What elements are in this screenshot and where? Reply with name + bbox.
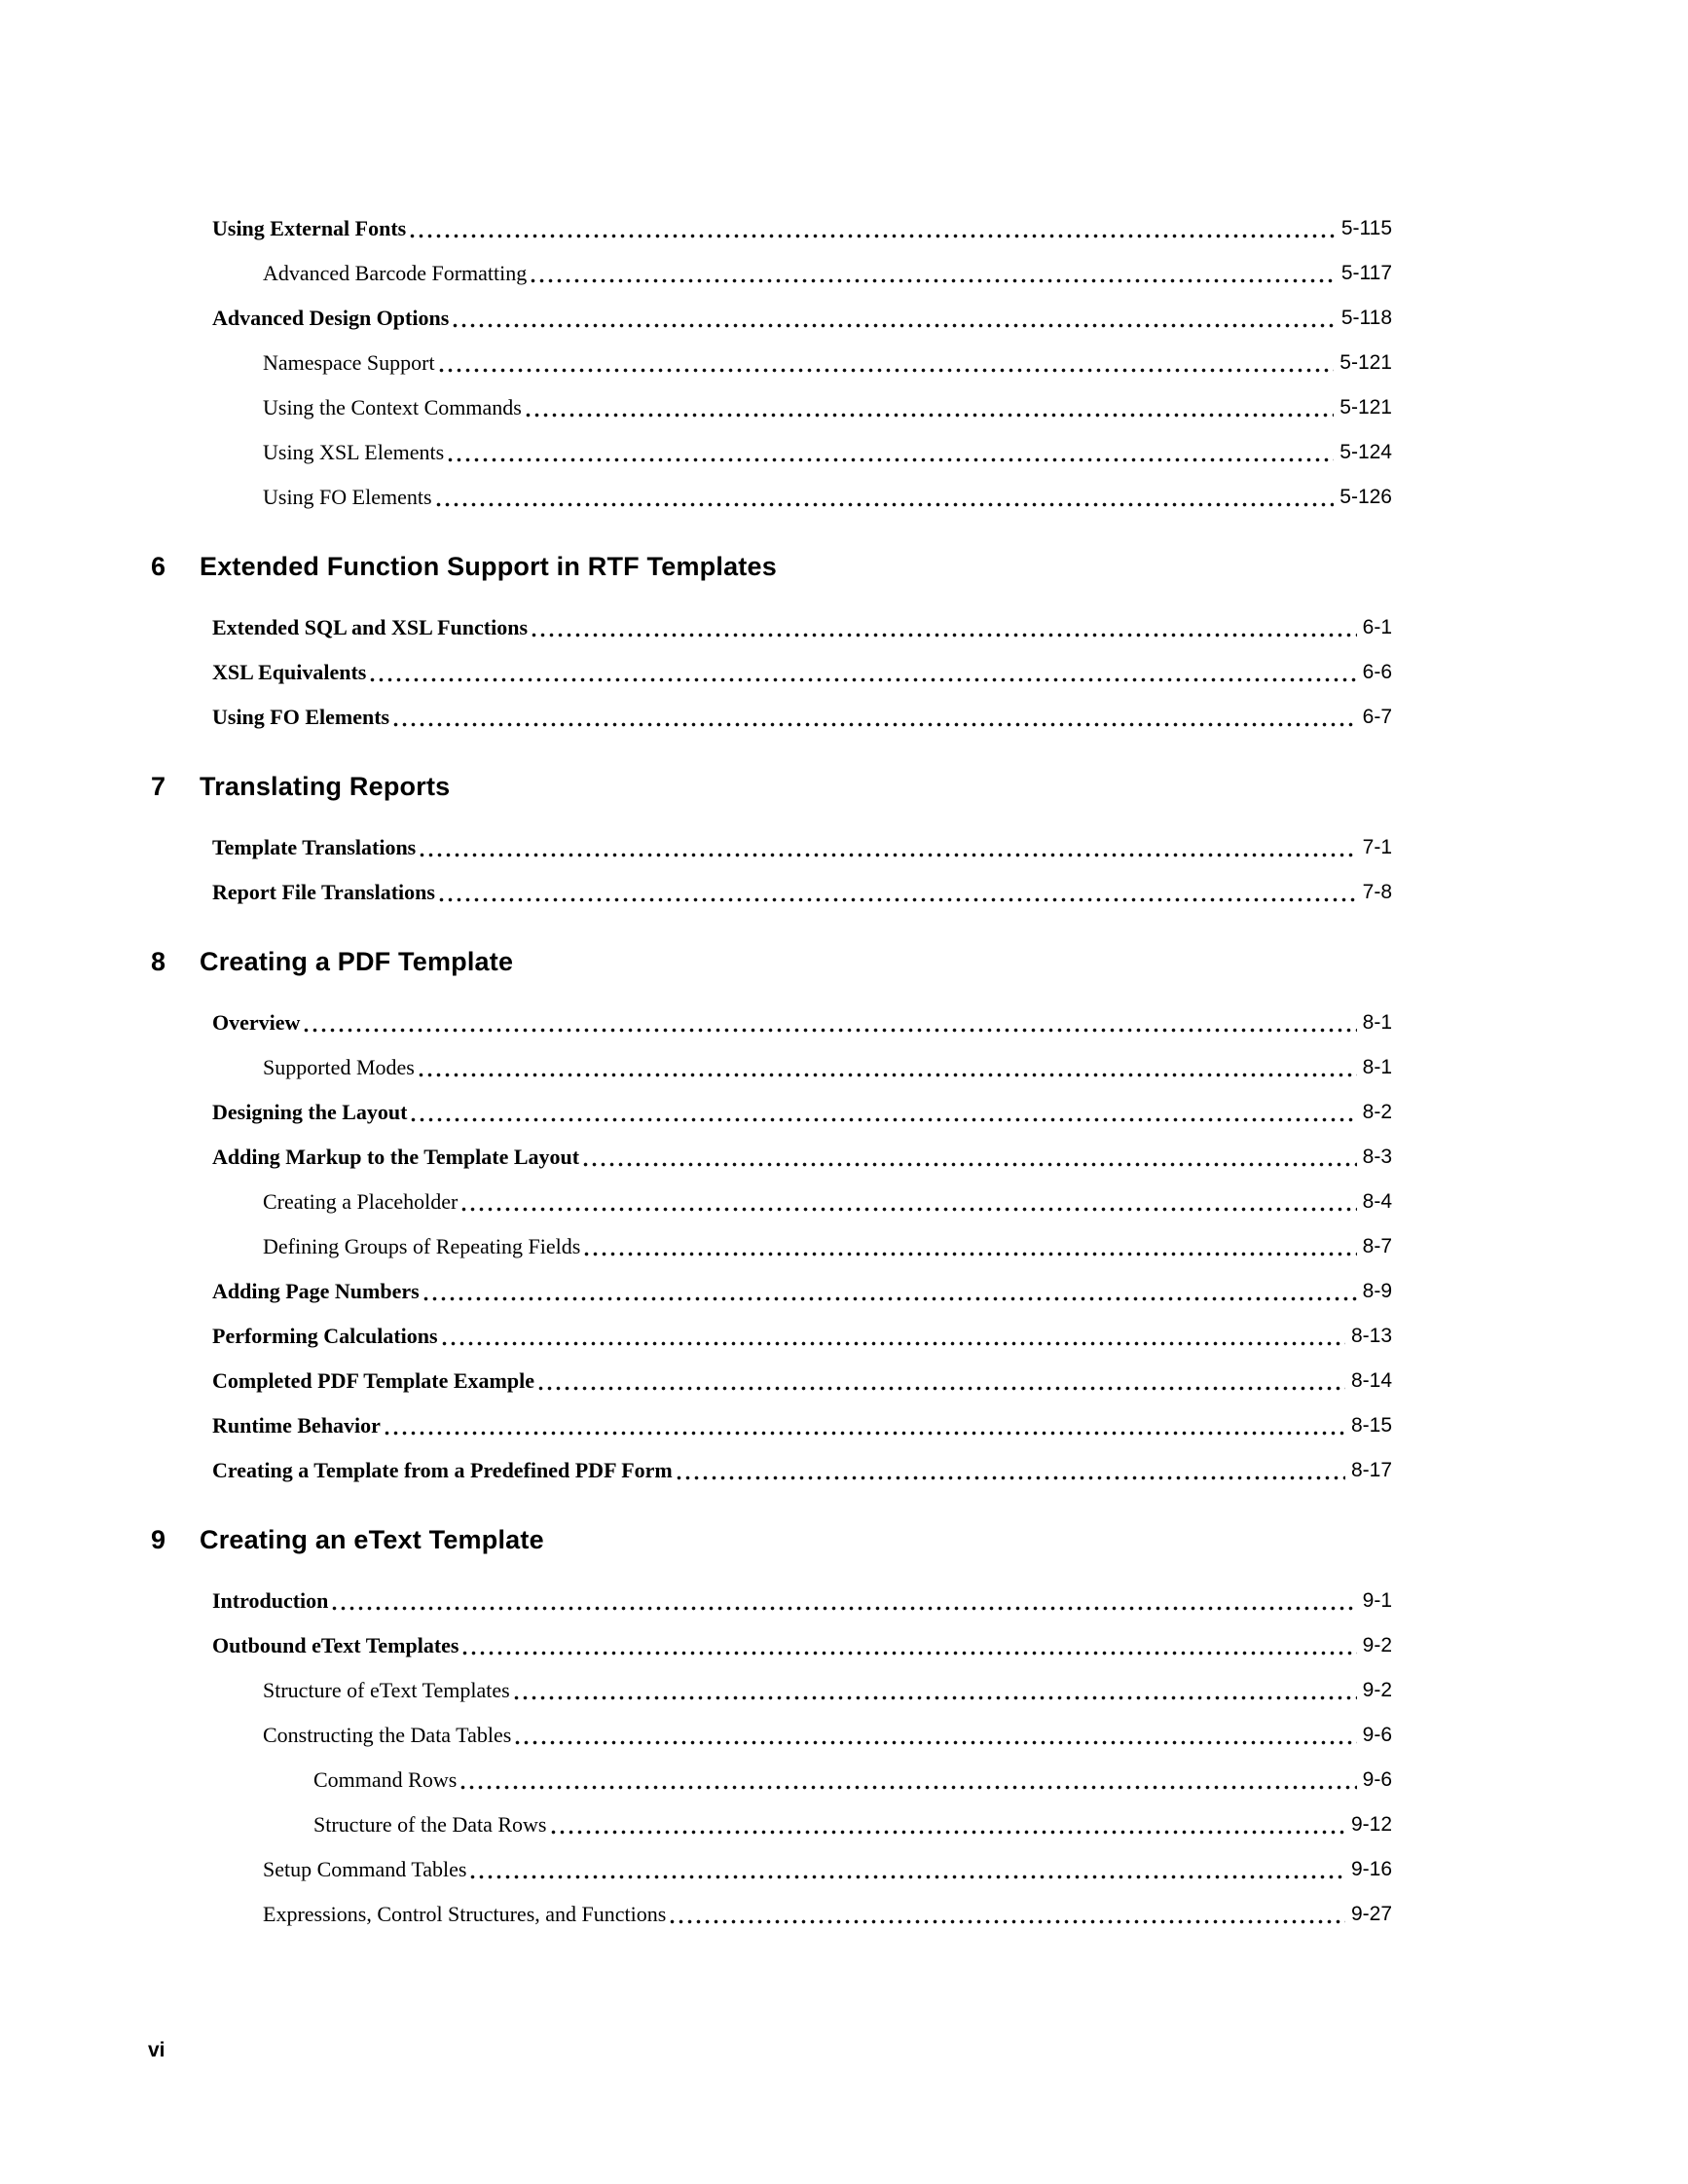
toc-entry-label: XSL Equivalents <box>212 660 367 684</box>
toc-leader-dots <box>448 457 1334 462</box>
toc-entry-label: Overview <box>212 1010 301 1035</box>
toc-section <box>151 549 1392 740</box>
toc-entry[interactable] <box>212 206 1392 251</box>
toc-entry-label: Adding Page Numbers <box>212 1279 420 1303</box>
toc-entry-label: Constructing the Data Tables <box>263 1723 512 1747</box>
toc-entry[interactable] <box>212 1001 1392 1045</box>
toc-entry-page-number: 7-1 <box>1362 836 1392 858</box>
toc-entry[interactable] <box>313 1802 1392 1847</box>
toc-leader-dots <box>462 1651 1356 1656</box>
toc-entry[interactable] <box>263 385 1392 430</box>
toc-entry[interactable] <box>212 1403 1392 1448</box>
toc-leader-dots <box>670 1919 1345 1924</box>
toc-entry-label: Structure of eText Templates <box>263 1678 510 1702</box>
toc-entry-page-number: 5-124 <box>1339 441 1392 463</box>
toc-section <box>151 206 1392 520</box>
toc-leader-dots <box>439 368 1335 373</box>
toc-entry[interactable] <box>212 695 1392 740</box>
toc-leader-dots <box>410 234 1336 238</box>
chapter-heading <box>151 769 1392 804</box>
toc-section <box>151 1522 1392 1937</box>
toc-entry-label: Using XSL Elements <box>263 440 445 464</box>
toc-entry-page-number: 8-13 <box>1350 1325 1392 1347</box>
toc-leader-dots <box>332 1606 1356 1611</box>
toc-entry[interactable] <box>212 1359 1392 1403</box>
toc-leader-dots <box>304 1028 1356 1033</box>
chapter-title: Translating Reports <box>200 772 451 801</box>
toc-entry[interactable] <box>263 1180 1392 1224</box>
toc-leader-dots <box>551 1830 1345 1835</box>
chapter-heading <box>151 549 1392 584</box>
toc-entry[interactable] <box>263 251 1392 296</box>
toc-entry-label: Performing Calculations <box>212 1324 438 1348</box>
toc-entry-page-number: 8-1 <box>1362 1011 1392 1034</box>
chapter-title: Creating a PDF Template <box>200 947 514 976</box>
toc-entry[interactable] <box>212 605 1392 650</box>
toc-entry[interactable] <box>212 1448 1392 1493</box>
toc-entry[interactable] <box>212 1135 1392 1180</box>
toc-entry-page-number: 9-2 <box>1362 1679 1392 1701</box>
toc-leader-dots <box>420 853 1356 857</box>
toc-entry-page-number: 5-121 <box>1339 351 1392 374</box>
toc-leader-dots <box>436 502 1335 507</box>
toc-leader-dots <box>538 1386 1345 1391</box>
toc-entry-page-number: 8-15 <box>1350 1414 1392 1437</box>
toc-entry-label: Using FO Elements <box>212 705 390 729</box>
toc-entry-label: Advanced Design Options <box>212 306 450 330</box>
toc-entry-label: Adding Markup to the Template Layout <box>212 1145 580 1169</box>
toc-entry-page-number: 8-2 <box>1362 1101 1392 1123</box>
toc-entry-label: Outbound eText Templates <box>212 1633 459 1657</box>
chapter-number: 8 <box>151 947 166 976</box>
toc-entry-page-number: 8-7 <box>1362 1235 1392 1257</box>
toc-section <box>151 769 1392 915</box>
toc-entry[interactable] <box>212 1090 1392 1135</box>
toc-entry[interactable] <box>212 1314 1392 1359</box>
toc-leader-dots <box>470 1875 1344 1879</box>
toc-leader-dots <box>453 323 1336 328</box>
toc-entry-label: Creating a Placeholder <box>263 1189 459 1214</box>
toc-entry[interactable] <box>212 1623 1392 1668</box>
toc-leader-dots <box>532 633 1357 637</box>
chapter-title: Creating an eText Template <box>200 1525 544 1554</box>
toc-entry-label: Structure of the Data Rows <box>313 1812 547 1837</box>
chapter-number: 9 <box>151 1525 166 1554</box>
toc-entry-page-number: 9-1 <box>1362 1589 1392 1612</box>
toc-entry[interactable] <box>263 1892 1392 1937</box>
toc-content <box>151 206 1392 1937</box>
toc-entry[interactable] <box>263 430 1392 475</box>
toc-entry[interactable] <box>212 1269 1392 1314</box>
toc-leader-dots <box>460 1785 1356 1790</box>
chapter-heading <box>151 944 1392 979</box>
toc-entry-page-number: 9-12 <box>1350 1813 1392 1836</box>
toc-entry-page-number: 9-6 <box>1362 1724 1392 1746</box>
toc-entry[interactable] <box>212 650 1392 695</box>
toc-entry[interactable] <box>263 1713 1392 1758</box>
chapter-number: 6 <box>151 552 166 581</box>
toc-entry-label: Introduction <box>212 1588 329 1613</box>
toc-leader-dots <box>419 1073 1357 1077</box>
toc-entry-label: Report File Translations <box>212 880 435 904</box>
page-number: vi <box>148 2039 165 2061</box>
toc-entry-page-number: 6-6 <box>1362 661 1392 683</box>
toc-leader-dots <box>442 1341 1345 1346</box>
toc-leader-dots <box>514 1695 1357 1700</box>
toc-leader-dots <box>515 1740 1356 1745</box>
toc-entry-label: Runtime Behavior <box>212 1413 381 1438</box>
toc-entry[interactable] <box>263 1668 1392 1713</box>
toc-leader-dots <box>411 1117 1356 1122</box>
toc-leader-dots <box>423 1296 1357 1301</box>
toc-entry-page-number: 6-7 <box>1362 706 1392 728</box>
toc-entry[interactable] <box>212 296 1392 341</box>
toc-leader-dots <box>531 278 1336 283</box>
toc-entry-label: Using FO Elements <box>263 485 432 509</box>
toc-entry[interactable] <box>263 475 1392 520</box>
toc-entry[interactable] <box>212 1579 1392 1623</box>
toc-entry-page-number: 6-1 <box>1362 616 1392 638</box>
toc-entry[interactable] <box>263 1224 1392 1269</box>
toc-entry-label: Supported Modes <box>263 1055 415 1079</box>
toc-entry[interactable] <box>212 825 1392 870</box>
toc-entry[interactable] <box>263 341 1392 385</box>
chapter-heading <box>151 1522 1392 1557</box>
toc-entry-page-number: 5-118 <box>1340 307 1392 329</box>
toc-entry-label: Using the Context Commands <box>263 395 522 419</box>
toc-entry-page-number: 9-16 <box>1350 1858 1392 1880</box>
toc-entry-label: Expressions, Control Structures, and Functions <box>263 1902 667 1926</box>
toc-leader-dots <box>393 722 1357 727</box>
toc-entry-label: Designing the Layout <box>212 1100 408 1124</box>
toc-entry-label: Template Translations <box>212 835 417 859</box>
page-footer <box>148 2038 165 2063</box>
toc-entry-page-number: 8-9 <box>1362 1280 1392 1302</box>
toc-section <box>151 944 1392 1493</box>
toc-entry-page-number: 9-27 <box>1350 1903 1392 1925</box>
toc-entry[interactable] <box>212 870 1392 915</box>
toc-entry-page-number: 8-1 <box>1362 1056 1392 1078</box>
toc-entry-page-number: 5-126 <box>1339 486 1392 508</box>
toc-leader-dots <box>526 413 1334 418</box>
toc-entry-label: Completed PDF Template Example <box>212 1368 534 1393</box>
toc-entry-page-number: 7-8 <box>1362 881 1392 903</box>
toc-entry-label: Defining Groups of Repeating Fields <box>263 1234 581 1258</box>
toc-entry-page-number: 9-6 <box>1362 1768 1392 1791</box>
toc-entry[interactable] <box>263 1045 1392 1090</box>
toc-leader-dots <box>370 677 1356 682</box>
toc-entry-label: Namespace Support <box>263 350 435 375</box>
toc-leader-dots <box>439 897 1357 902</box>
toc-entry-label: Advanced Barcode Formatting <box>263 261 528 285</box>
chapter-number: 7 <box>151 772 166 801</box>
toc-entry-label: Command Rows <box>313 1767 458 1792</box>
toc-leader-dots <box>583 1162 1357 1167</box>
toc-leader-dots <box>461 1207 1356 1212</box>
toc-leader-dots <box>385 1431 1345 1436</box>
toc-entry-page-number: 8-14 <box>1350 1369 1392 1392</box>
toc-entry[interactable] <box>313 1758 1392 1802</box>
toc-entry-page-number: 8-3 <box>1362 1146 1392 1168</box>
toc-entry-page-number: 8-4 <box>1362 1190 1392 1213</box>
toc-leader-dots <box>677 1475 1345 1480</box>
toc-entry[interactable] <box>263 1847 1392 1892</box>
toc-entry-label: Setup Command Tables <box>263 1857 467 1881</box>
toc-leader-dots <box>584 1252 1356 1256</box>
toc-entry-label: Creating a Template from a Predefined PDF Form <box>212 1458 673 1482</box>
chapter-title: Extended Function Support in RTF Templates <box>200 552 777 581</box>
toc-entry-page-number: 5-117 <box>1340 262 1392 284</box>
toc-entry-page-number: 9-2 <box>1362 1634 1392 1656</box>
toc-entry-page-number: 5-121 <box>1339 396 1392 419</box>
toc-entry-page-number: 5-115 <box>1340 217 1392 239</box>
toc-entry-label: Using External Fonts <box>212 216 407 240</box>
toc-entry-page-number: 8-17 <box>1350 1459 1392 1481</box>
toc-entry-label: Extended SQL and XSL Functions <box>212 615 529 639</box>
